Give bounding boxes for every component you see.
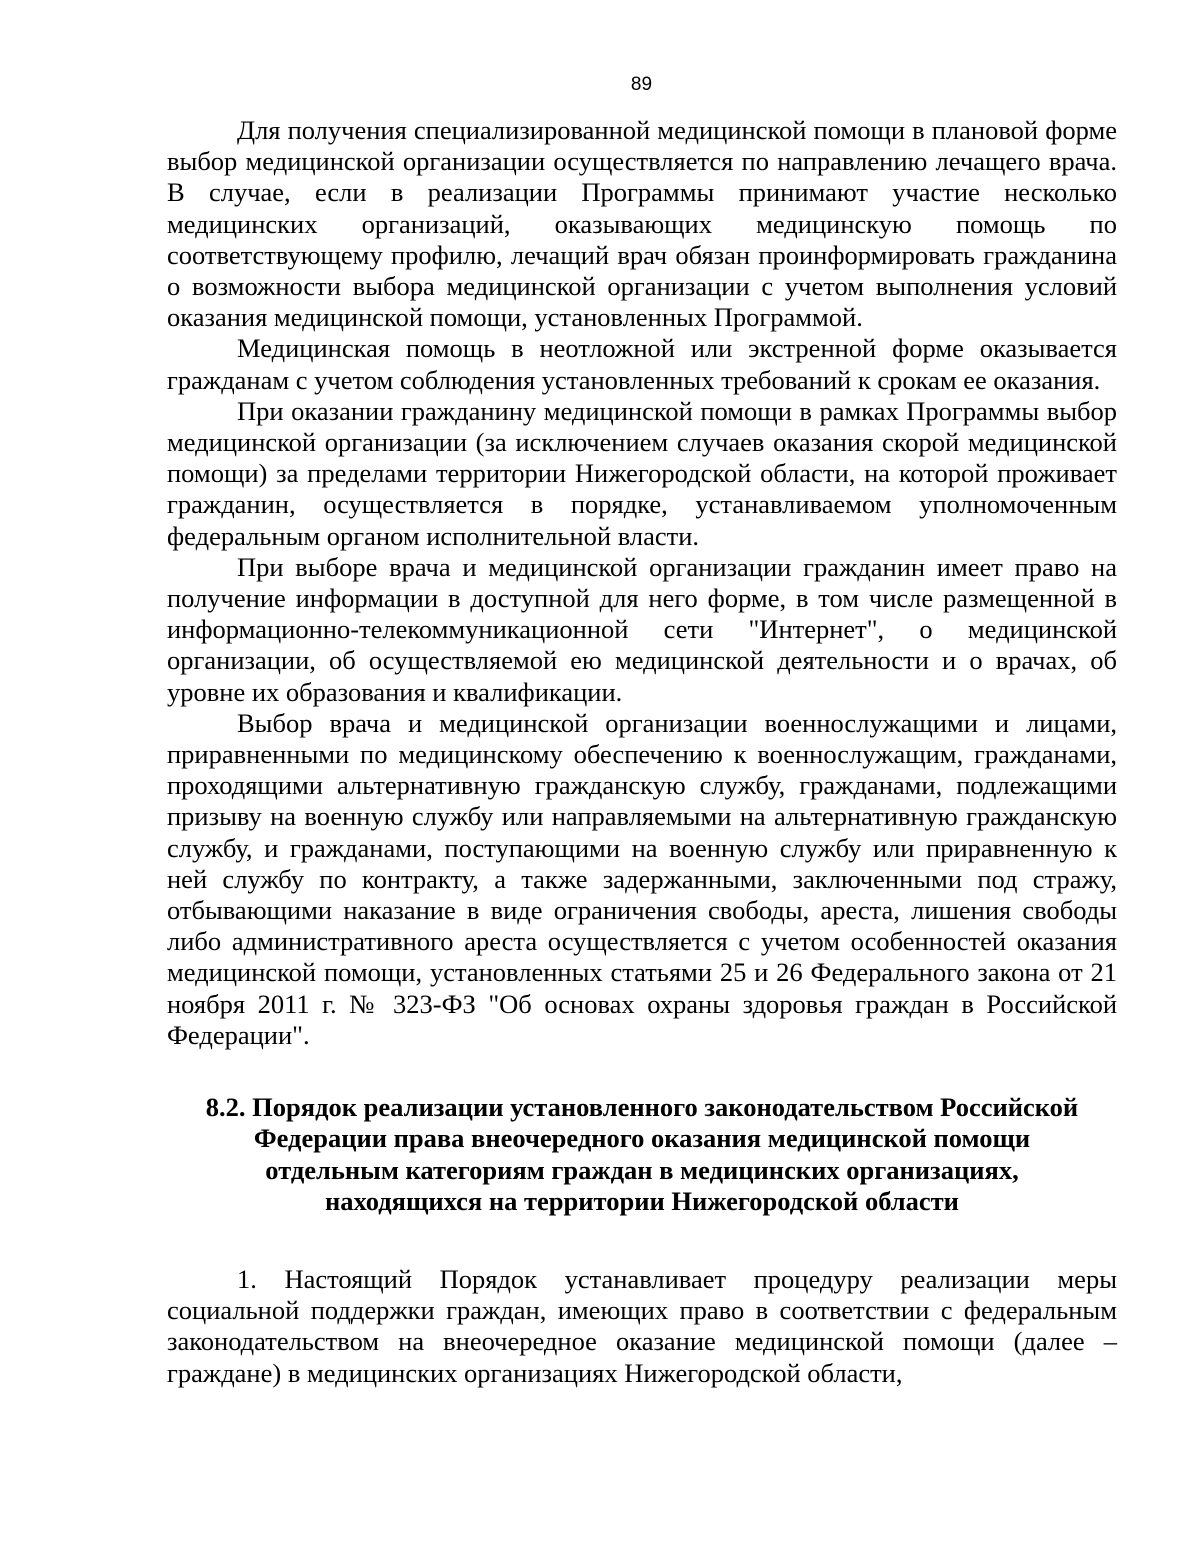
section-heading-line: отдельным категориям граждан в медицинских организациях, bbox=[265, 1154, 1019, 1185]
section-heading-line: находящихся на территории Нижегородской области bbox=[325, 1185, 959, 1216]
section-heading bbox=[167, 1092, 1117, 1217]
paragraph-military-choice: Выбор врача и медицинской организации военнослужащими и лицами, приравненными по медицинскому обеспечению к военнослужащим, гражданами, проходящими альтернативную гражданскую службу, гражданами, подлежащими призыву на военную службу или направляемыми на альтернативную гражданскую службу, и гражданами, поступающими на военную службу или приравненную к ней службу по контракту, а также задержанными, заключенными под стражу, отбывающими наказание в виде ограничения свободы, ареста, лишения свободы либо административного ареста осуществляется с учетом особенностей оказания медицинской помощи, установленных статьями 25 и 26 Федерального закона от 21 ноября 2011 г. № 323-ФЗ "Об основах охраны здоровья граждан в Российской Федерации". bbox=[167, 707, 1117, 1050]
page-number: 89 bbox=[630, 74, 653, 95]
section-heading-line: 8.2. Порядок реализации установленного законодательством Российской bbox=[205, 1092, 1079, 1123]
paragraph-emergency-care: Медицинская помощь в неотложной или экстренной форме оказывается гражданам с учетом соблюдения установленных требований к срокам ее оказания. bbox=[167, 333, 1117, 395]
document-body bbox=[167, 115, 1117, 1389]
paragraph-procedure-item-1: 1. Настоящий Порядок устанавливает процедуру реализации меры социальной поддержки граждан, имеющих право в соответствии с федеральным законодательством на внеочередное оказание медицинской помощи (далее – граждане) в медицинских организациях Нижегородской области, bbox=[167, 1263, 1117, 1388]
paragraph-specialized-care-choice: Для получения специализированной медицинской помощи в плановой форме выбор медицинской организации осуществляется по направлению лечащего врача. В случае, если в реализации Программы принимают участие несколько медицинских организаций, оказывающих медицинскую помощь по соответствующему профилю, лечащий врач обязан проинформировать гражданина о возможности выбора медицинской организации с учетом выполнения условий оказания медицинской помощи, установленных Программой. bbox=[167, 115, 1117, 333]
section-heading-line: Федерации права внеочередного оказания медицинской помощи bbox=[253, 1123, 1031, 1154]
paragraph-outside-region: При оказании гражданину медицинской помощи в рамках Программы выбор медицинской организации (за исключением случаев оказания скорой медицинской помощи) за пределами территории Нижегородской области, на которой проживает гражданин, осуществляется в порядке, устанавливаемом уполномоченным федеральным органом исполнительной власти. bbox=[167, 395, 1117, 551]
paragraph-information-right: При выборе врача и медицинской организации гражданин имеет право на получение информации в доступной для него форме, в том числе размещенной в информационно-телекоммуникационной сети "Интернет", о медицинской организации, об осуществляемой ею медицинской деятельности и о врачах, об уровне их образования и квалификации. bbox=[167, 551, 1117, 707]
